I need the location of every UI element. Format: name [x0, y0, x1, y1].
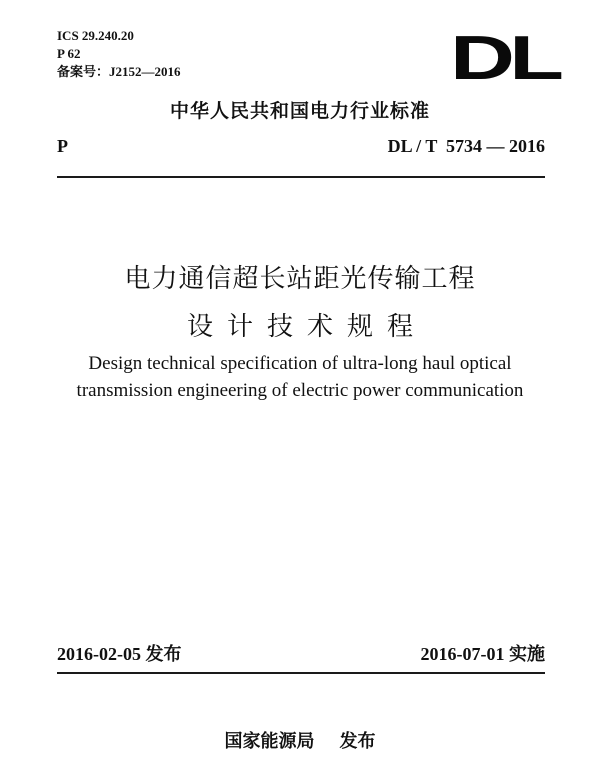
- dl-logo: DL: [450, 24, 559, 93]
- issue-date: 2016-02-05 发布: [57, 644, 182, 664]
- title-chinese-line2: 设计技术规程: [186, 312, 427, 342]
- standard-number: DL / T 5734 — 2016: [387, 136, 545, 156]
- effective-date: 2016-07-01 实施: [420, 644, 545, 664]
- classification-code: P 62: [57, 46, 81, 61]
- title-english-line2: transmission engineering of electric power communication: [76, 380, 524, 401]
- top-divider: [57, 176, 545, 178]
- ics-code: ICS 29.240.20: [57, 28, 134, 43]
- classification-letter: P: [57, 136, 68, 156]
- filing-number: 备案号：J2152—2016: [57, 64, 181, 79]
- title-english: [0, 350, 600, 404]
- title-chinese-line1: 电力通信超长站距光传输工程: [124, 264, 476, 294]
- title-english-line1: Design technical specification of ultra-long haul optical: [88, 353, 512, 374]
- document-metadata: [57, 27, 181, 81]
- standard-category: 中华人民共和国电力行业标准: [169, 100, 430, 122]
- bottom-divider: [57, 672, 545, 674]
- issuing-authority: 国家能源局 发布: [224, 731, 376, 752]
